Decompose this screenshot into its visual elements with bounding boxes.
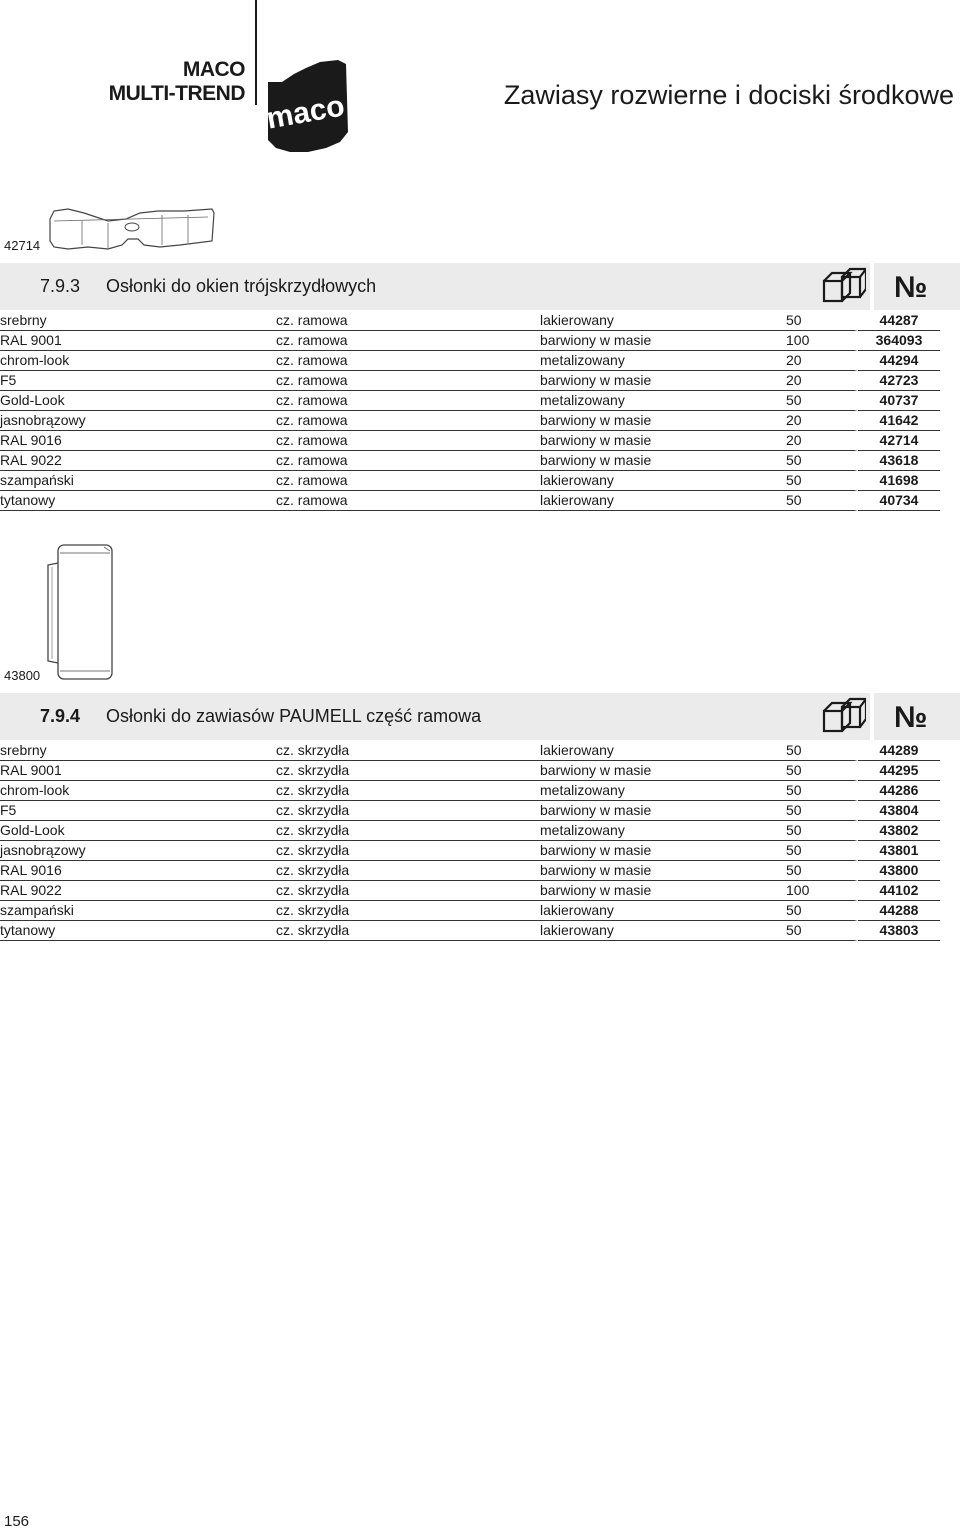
article-number-cell: 43618: [858, 451, 940, 471]
color-cell: RAL 9001: [0, 761, 276, 781]
pack-qty-cell: 20: [786, 351, 858, 371]
part-cell: cz. ramowa: [276, 311, 540, 331]
finish-cell: lakierowany: [540, 901, 786, 921]
finish-cell: barwiony w masie: [540, 861, 786, 881]
article-number-cell: 44295: [858, 761, 940, 781]
color-cell: tytanowy: [0, 491, 276, 511]
pack-qty-cell: 50: [786, 391, 858, 411]
finish-cell: barwiony w masie: [540, 331, 786, 351]
color-cell: Gold-Look: [0, 821, 276, 841]
part-cell: cz. ramowa: [276, 451, 540, 471]
article-number-cell: 40734: [858, 491, 940, 511]
article-number-cell: 43800: [858, 861, 940, 881]
color-cell: RAL 9022: [0, 451, 276, 471]
article-number-cell: 43801: [858, 841, 940, 861]
table-row: [0, 391, 940, 411]
svg-text:maco: maco: [264, 89, 348, 136]
section-title-text: Osłonki do okien trójskrzydłowych: [106, 276, 377, 296]
pack-qty-cell: 50: [786, 741, 858, 761]
section-header-7-9-4: [0, 693, 960, 740]
part-cell: cz. ramowa: [276, 371, 540, 391]
article-number-cell: 43804: [858, 801, 940, 821]
finish-cell: barwiony w masie: [540, 881, 786, 901]
finish-cell: lakierowany: [540, 311, 786, 331]
finish-cell: metalizowany: [540, 821, 786, 841]
product-image-43800: [44, 543, 116, 681]
article-number-cell: 43802: [858, 821, 940, 841]
part-cell: cz. ramowa: [276, 431, 540, 451]
article-number-cell: 44289: [858, 741, 940, 761]
section-number: 7.9.4: [40, 706, 81, 726]
finish-cell: barwiony w masie: [540, 841, 786, 861]
part-cell: cz. skrzydła: [276, 741, 540, 761]
table-row: [0, 411, 940, 431]
finish-cell: barwiony w masie: [540, 451, 786, 471]
pack-qty-cell: 50: [786, 761, 858, 781]
section-header-7-9-3: [0, 263, 960, 310]
color-cell: tytanowy: [0, 921, 276, 941]
article-number-cell: 44102: [858, 881, 940, 901]
table-row: [0, 471, 940, 491]
brand-line-1: MACO: [182, 58, 245, 81]
table-row: [0, 801, 940, 821]
color-cell: chrom-look: [0, 781, 276, 801]
color-cell: F5: [0, 371, 276, 391]
figure-code-2: 43800: [4, 668, 41, 683]
color-cell: RAL 9016: [0, 861, 276, 881]
part-cell: cz. skrzydła: [276, 881, 540, 901]
pack-qty-cell: 50: [786, 311, 858, 331]
package-quantity-icon: [822, 267, 866, 305]
finish-cell: lakierowany: [540, 741, 786, 761]
part-cell: cz. ramowa: [276, 471, 540, 491]
part-cell: cz. skrzydła: [276, 901, 540, 921]
pack-qty-cell: 50: [786, 901, 858, 921]
pack-qty-cell: 50: [786, 861, 858, 881]
spec-table-7-9-4: [0, 741, 940, 941]
table-row: [0, 821, 940, 841]
pack-qty-cell: 50: [786, 821, 858, 841]
part-cell: cz. ramowa: [276, 411, 540, 431]
figure-code-1: 42714: [4, 238, 41, 253]
finish-cell: metalizowany: [540, 391, 786, 411]
pack-qty-cell: 50: [786, 921, 858, 941]
finish-cell: barwiony w masie: [540, 761, 786, 781]
number-sign: №: [894, 271, 927, 304]
table-row: [0, 451, 940, 471]
table-row: [0, 741, 940, 761]
color-cell: srebrny: [0, 741, 276, 761]
pack-qty-cell: 50: [786, 841, 858, 861]
section-title-text: Osłonki do zawiasów PAUMELL część ramowa: [106, 706, 482, 726]
color-cell: szampański: [0, 471, 276, 491]
part-cell: cz. skrzydła: [276, 821, 540, 841]
page-number: 156: [4, 1513, 30, 1530]
finish-cell: metalizowany: [540, 351, 786, 371]
table-row: [0, 311, 940, 331]
part-cell: cz. skrzydła: [276, 921, 540, 941]
table-row: [0, 881, 940, 901]
brand-divider: [255, 0, 257, 105]
article-number-cell: 44294: [858, 351, 940, 371]
package-quantity-icon: [822, 697, 866, 735]
part-cell: cz. skrzydła: [276, 761, 540, 781]
article-number-cell: 44288: [858, 901, 940, 921]
number-sign: №: [894, 701, 927, 734]
pack-qty-cell: 100: [786, 331, 858, 351]
color-cell: szampański: [0, 901, 276, 921]
part-cell: cz. ramowa: [276, 391, 540, 411]
spec-table-7-9-3: [0, 311, 940, 511]
table-row: [0, 901, 940, 921]
table-row: [0, 861, 940, 881]
color-cell: chrom-look: [0, 351, 276, 371]
page-title: Zawiasy rozwierne i dociski środkowe: [503, 80, 954, 110]
table-row: [0, 841, 940, 861]
part-cell: cz. skrzydła: [276, 781, 540, 801]
pack-qty-cell: 20: [786, 371, 858, 391]
table-row: [0, 331, 940, 351]
pack-qty-cell: 50: [786, 801, 858, 821]
finish-cell: lakierowany: [540, 471, 786, 491]
part-cell: cz. ramowa: [276, 351, 540, 371]
pack-qty-cell: 50: [786, 781, 858, 801]
maco-logo: [264, 60, 348, 152]
brand-name: [100, 58, 245, 106]
part-cell: cz. skrzydła: [276, 861, 540, 881]
table-row: [0, 431, 940, 451]
product-image-42714: [48, 205, 216, 255]
color-cell: RAL 9016: [0, 431, 276, 451]
table-row: [0, 781, 940, 801]
brand-line-2: MULTI-TREND: [108, 82, 245, 105]
pack-qty-cell: 50: [786, 491, 858, 511]
finish-cell: barwiony w masie: [540, 431, 786, 451]
pack-qty-cell: 50: [786, 471, 858, 491]
article-number-cell: 43803: [858, 921, 940, 941]
color-cell: jasnobrązowy: [0, 841, 276, 861]
section-number: 7.9.3: [40, 276, 81, 296]
table-row: [0, 761, 940, 781]
part-cell: cz. ramowa: [276, 331, 540, 351]
finish-cell: lakierowany: [540, 491, 786, 511]
part-cell: cz. skrzydła: [276, 801, 540, 821]
color-cell: jasnobrązowy: [0, 411, 276, 431]
article-number-cell: 44286: [858, 781, 940, 801]
article-number-cell: 44287: [858, 311, 940, 331]
article-number-cell: 40737: [858, 391, 940, 411]
color-cell: RAL 9001: [0, 331, 276, 351]
pack-qty-cell: 100: [786, 881, 858, 901]
article-number-cell: 41642: [858, 411, 940, 431]
table-row: [0, 351, 940, 371]
part-cell: cz. ramowa: [276, 491, 540, 511]
color-cell: Gold-Look: [0, 391, 276, 411]
finish-cell: lakierowany: [540, 921, 786, 941]
section-title: [40, 276, 376, 297]
color-cell: RAL 9022: [0, 881, 276, 901]
table-row: [0, 371, 940, 391]
part-cell: cz. skrzydła: [276, 841, 540, 861]
finish-cell: barwiony w masie: [540, 801, 786, 821]
finish-cell: barwiony w masie: [540, 411, 786, 431]
article-number-cell: 41698: [858, 471, 940, 491]
section-title: [40, 706, 481, 727]
article-number-cell: 42714: [858, 431, 940, 451]
color-cell: srebrny: [0, 311, 276, 331]
article-number-cell: 42723: [858, 371, 940, 391]
table-row: [0, 491, 940, 511]
finish-cell: metalizowany: [540, 781, 786, 801]
finish-cell: barwiony w masie: [540, 371, 786, 391]
pack-qty-cell: 50: [786, 451, 858, 471]
pack-qty-cell: 20: [786, 431, 858, 451]
pack-qty-cell: 20: [786, 411, 858, 431]
article-number-cell: 364093: [858, 331, 940, 351]
table-row: [0, 921, 940, 941]
color-cell: F5: [0, 801, 276, 821]
